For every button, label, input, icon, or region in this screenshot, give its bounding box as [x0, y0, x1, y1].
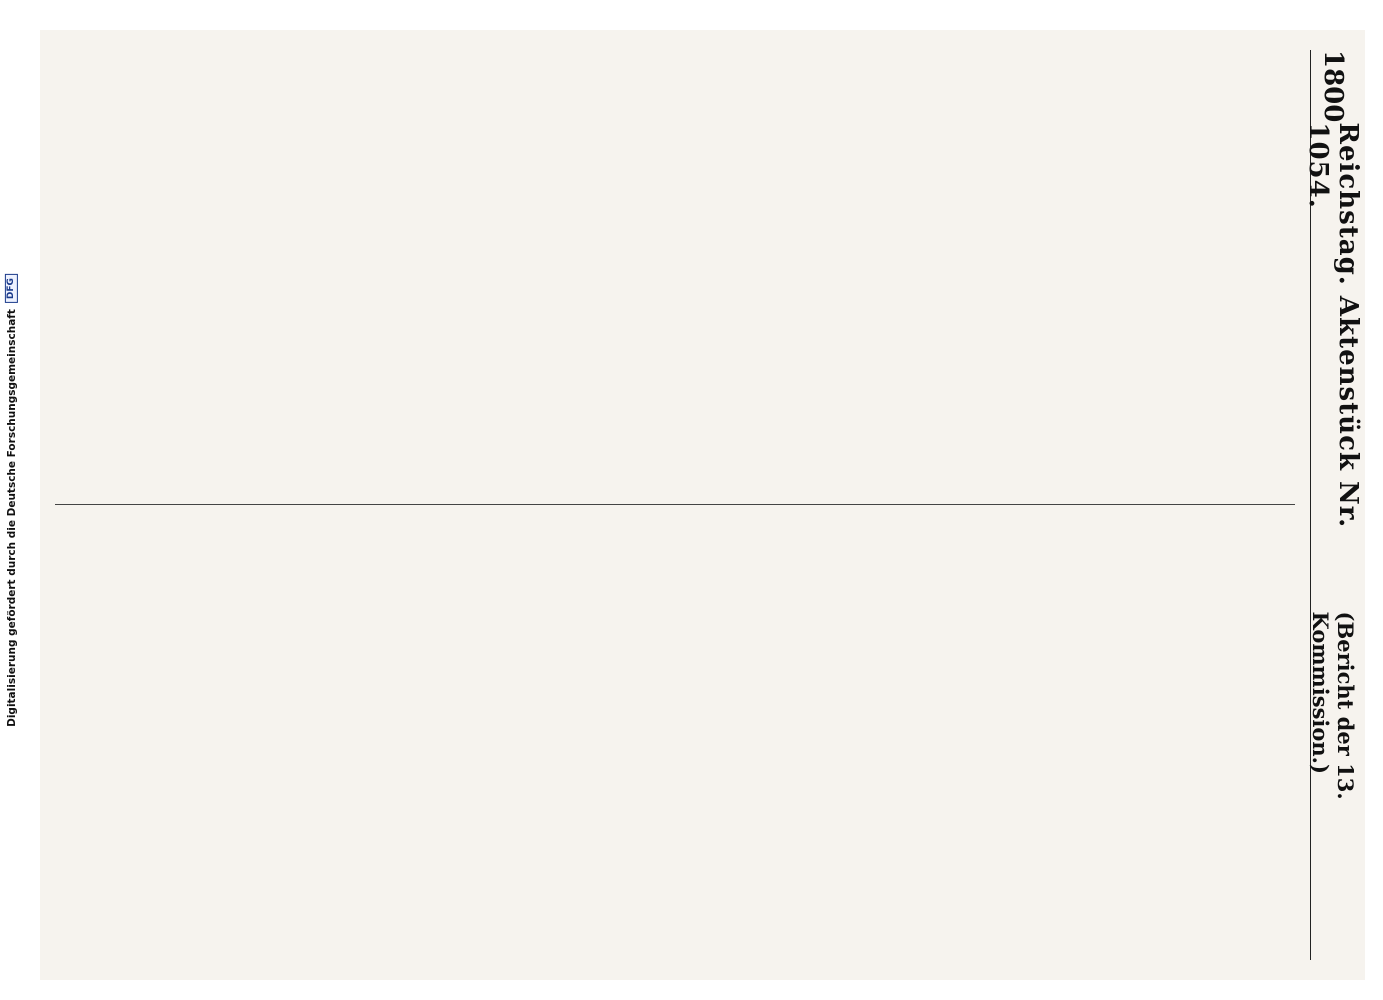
- page-content: [40, 30, 1365, 980]
- page-title: Reichstag. Aktenstück Nr. 1054.: [1303, 122, 1363, 529]
- digitization-credit-text: Digitalisierung gefördert durch die Deutsche Forschungsgemeinschaft: [5, 308, 17, 727]
- text-column-left: [51, 50, 1299, 488]
- digitization-credit: [2, 0, 20, 1000]
- page-subtitle: (Bericht der 13. Kommission.): [1308, 611, 1358, 800]
- text-column-right: [51, 512, 1299, 950]
- page-header: [1303, 50, 1363, 960]
- column-divider: [55, 504, 1295, 505]
- page-number: 1800: [1318, 50, 1348, 123]
- dfg-logo: DFG: [5, 274, 18, 303]
- scanned-page: [40, 30, 1365, 980]
